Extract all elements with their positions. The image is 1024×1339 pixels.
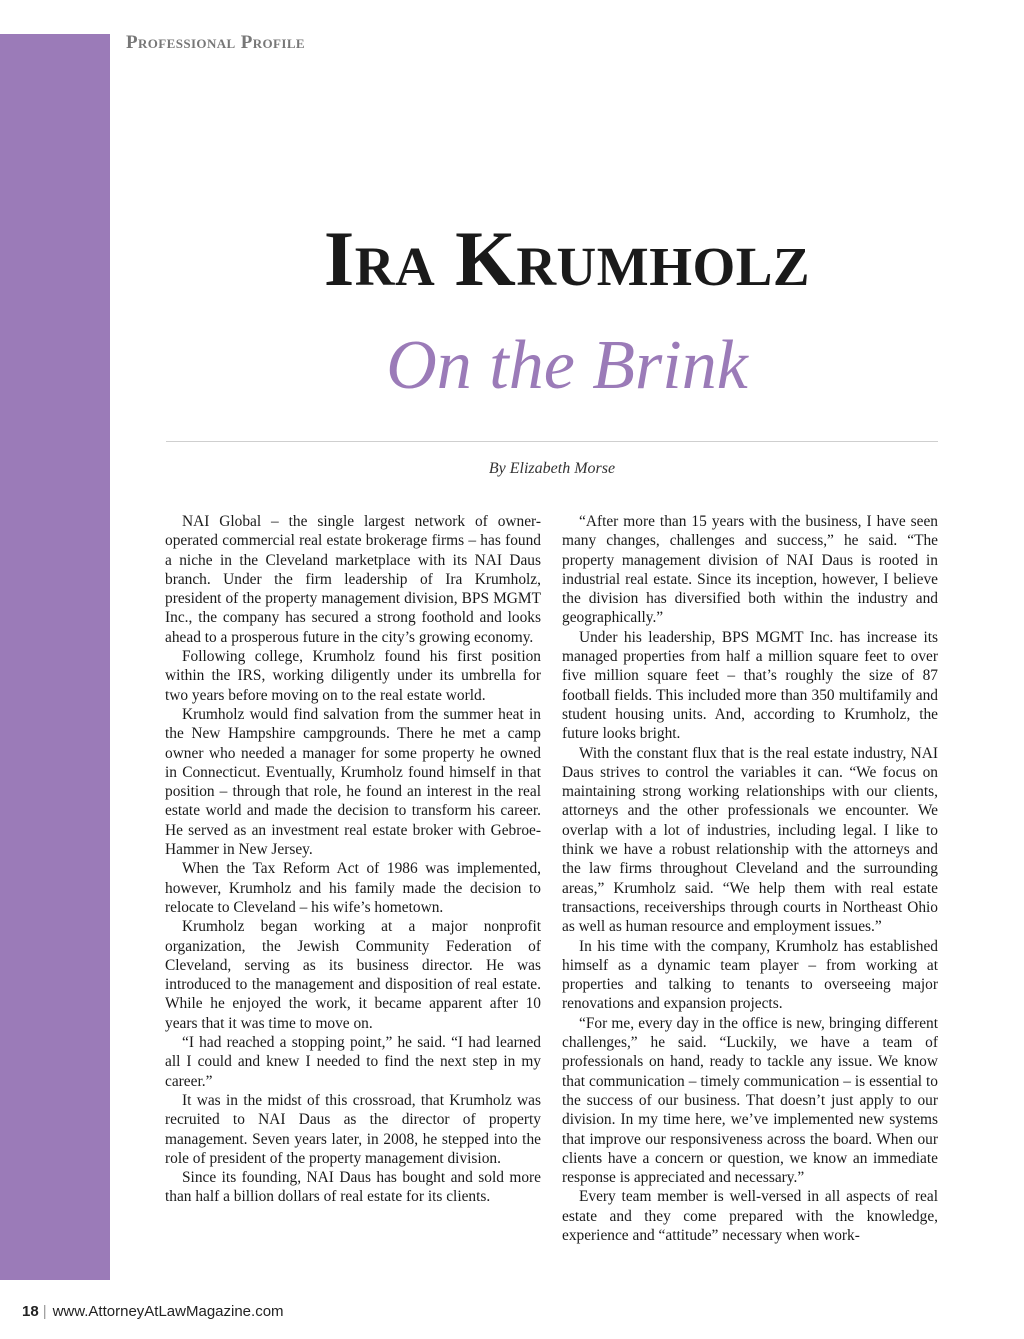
right-column <box>562 512 938 1245</box>
section-label: Professional Profile <box>126 32 305 53</box>
paragraph: NAI Global – the single largest network of owner-operated commercial real estate brokerage firms – has found a niche in the Cleveland marketplace with its NAI Daus branch. Under the firm leadership of Ira Krumholz, president of the property management division, BPS MGMT Inc., the company has secured a strong foothold and looks ahead to a prosperous future in the city’s growing economy. <box>165 513 541 646</box>
paragraph: Krumholz began working at a major nonprofit organization, the Jewish Community Federation of Cleveland, serving as its business director. He was introduced to the management and disposition of real estate. While he enjoyed the work, it became apparent after 10 years that it was time to move on. <box>165 918 541 1032</box>
paragraph: “I had reached a stopping point,” he said. “I had learned all I could and knew I needed to find the next step in my career.” <box>165 1034 541 1090</box>
footer-separator: | <box>42 1303 47 1320</box>
paragraph: “After more than 15 years with the business, I have seen many changes, challenges and success,” he said. “The property management division of NAI Daus is rooted in industrial real estate. Since its inception, however, I believe the division has diversified both within the industry and geographically.” <box>562 513 938 627</box>
paragraph: Under his leadership, BPS MGMT Inc. has increase its managed properties from half a million square feet to over five million square feet – that’s roughly the size of 87 football fields. This included more than 350 multifamily and student housing units. And, according to Krumholz, the future looks bright. <box>562 628 938 743</box>
accent-sidebar <box>0 34 110 1280</box>
paragraph: Krumholz would find salvation from the summer heat in the New Hampshire campgrounds. There he met a camp owner who needed a manager for some property he owned in Connecticut. Eventually, Krumholz found himself in that position – through that role, he found an interest in the real estate world and made the decision to transform his career. He served as an investment real estate broker with Gebroe-Hammer in New Jersey. <box>165 705 541 859</box>
page-number: 18 <box>22 1303 39 1320</box>
paragraph: Every team member is well-versed in all aspects of real estate and they come prepared with the knowledge, experience and “attitude” necessary when work- <box>562 1188 938 1244</box>
article-headline: Ira Krumholz <box>323 215 811 302</box>
divider-rule <box>166 441 938 442</box>
paragraph: When the Tax Reform Act of 1986 was implemented, however, Krumholz and his family made the decision to relocate to Cleveland – his wife’s hometown. <box>165 860 541 916</box>
paragraph: It was in the midst of this crossroad, that Krumholz was recruited to NAI Daus as the director of property management. Seven years later, in 2008, he stepped into the role of president of the property management division. <box>165 1091 541 1167</box>
byline: By Elizabeth Morse <box>488 460 616 477</box>
paragraph: Following college, Krumholz found his first position within the IRS, working diligently under its umbrella for two years before moving on to the real estate world. <box>165 648 541 704</box>
paragraph: Since its founding, NAI Daus has bought and sold more than half a billion dollars of real estate for its clients. <box>165 1169 541 1206</box>
paragraph: In his time with the company, Krumholz has established himself as a dynamic team player – from working at properties and talking to tenants to overseeing major renovations and expansion projects. <box>562 937 938 1013</box>
website-link[interactable]: www.AttorneyAtLawMagazine.com <box>52 1303 284 1320</box>
paragraph: With the constant flux that is the real estate industry, NAI Daus strives to control the variables it can. “We focus on maintaining strong working relationships with our clients, attorneys and the other professionals we encounter. We overlap with a lot of industries, including legal. I like to think we have a robust relationship with the attorneys and the law firms throughout Cleveland and the surrounding areas,” Krumholz said. “We help them with real estate transactions, receiverships through courts in Northeast Ohio as well as human resource and employment issues.” <box>562 744 938 936</box>
left-column <box>165 512 541 1207</box>
article-subhead: On the Brink <box>386 327 748 404</box>
page-footer <box>22 1303 284 1320</box>
paragraph: “For me, every day in the office is new, bringing different challenges,” he said. “Luckily, we have a team of professionals on hand, ready to tackle any issue. We know that communication – timely communication – is essential to the success of our business. That doesn’t just apply to our division. In my time here, we’ve implemented new systems that improve our responsiveness across the board. When our clients have a concern or question, we know an immediate response is appreciated and necessary.” <box>562 1014 938 1187</box>
